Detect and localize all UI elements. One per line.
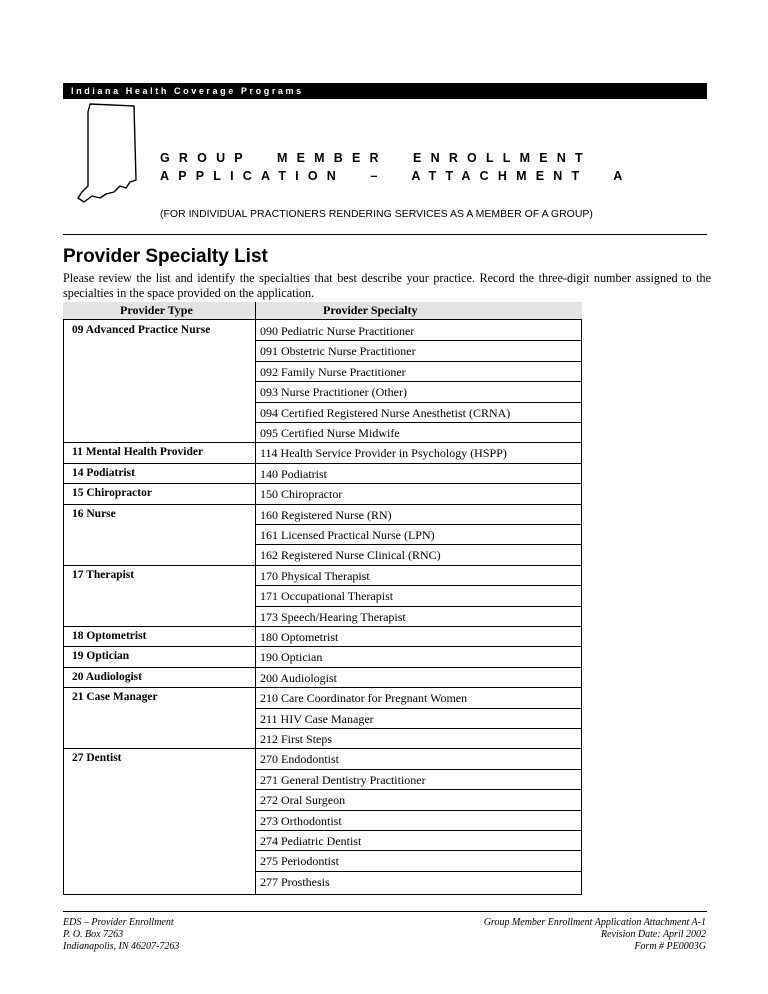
provider-specialty-item: 092 Family Nurse Practitioner: [260, 364, 406, 379]
provider-specialty-item: 160 Registered Nurse (RN): [260, 507, 392, 522]
provider-type-label: 16 Nurse: [72, 507, 116, 520]
provider-specialty-item: 200 Audiologist: [260, 670, 338, 685]
footer-address-line: Indianapolis, IN 46207-7263: [63, 941, 180, 952]
provider-specialty-item: 171 Occupational Therapist: [260, 589, 394, 604]
type-separator: [64, 687, 255, 688]
provider-type-label: 09 Advanced Practice Nurse: [72, 324, 211, 336]
type-separator: [64, 504, 255, 505]
provider-specialty-item: 190 Optician: [260, 650, 323, 665]
type-separator: [64, 483, 255, 484]
provider-specialty-item: 273 Orthodontist: [260, 813, 342, 828]
form-subtitle: (FOR INDIVIDUAL PRACTIONERS RENDERING SERVICES AS A MEMBER OF A GROUP): [160, 208, 593, 220]
provider-specialty-item: 270 Endodontist: [260, 752, 340, 767]
type-separator: [64, 565, 255, 566]
provider-type-label: 27 Dentist: [72, 752, 122, 765]
indiana-state-outline-icon: [76, 102, 148, 206]
provider-type-label: 18 Optometrist: [72, 630, 147, 642]
provider-specialty-item: 272 Oral Surgeon: [260, 793, 346, 808]
provider-type-label: 20 Audiologist: [72, 670, 142, 683]
provider-specialty-item: 277 Prosthesis: [260, 874, 330, 889]
provider-specialty-item: 094 Certified Registered Nurse Anesthetist (CRNA): [260, 405, 511, 420]
provider-specialty-item: 091 Obstetric Nurse Practitioner: [260, 344, 416, 359]
provider-specialty-item: 173 Speech/Hearing Therapist: [260, 609, 406, 624]
provider-specialty-item: 140 Podiatrist: [260, 466, 328, 481]
provider-type-label: 14 Podiatrist: [72, 466, 135, 479]
page-heading: Provider Specialty List: [63, 246, 268, 267]
provider-specialty-item: 274 Pediatric Dentist: [260, 834, 362, 848]
footer-form-number: Form # PE0003G: [634, 941, 706, 952]
provider-specialty-item: 093 Nurse Practitioner (Other): [260, 385, 407, 400]
provider-specialty-item: 211 HIV Case Manager: [260, 711, 374, 726]
provider-specialty-item: 150 Chiropractor: [260, 487, 343, 502]
footer-revision-date: Revision Date: April 2002: [600, 929, 706, 940]
type-separator: [64, 667, 255, 668]
footer-address-line: EDS – Provider Enrollment: [63, 917, 174, 928]
provider-specialty-item: 095 Certified Nurse Midwife: [260, 426, 400, 440]
type-separator: [64, 646, 255, 647]
provider-specialty-item: 114 Health Service Provider in Psychology (HSPP): [260, 446, 507, 461]
provider-specialty-item: 162 Registered Nurse Clinical (RNC): [260, 548, 441, 563]
footer-form-title: Group Member Enrollment Application Attachment A-1: [483, 917, 706, 928]
provider-specialty-item: 210 Care Coordinator for Pregnant Women: [260, 691, 468, 706]
header-divider: [63, 234, 707, 235]
form-title-line-1: GROUP MEMBER ENROLLMENT: [160, 151, 592, 165]
form-title-line-2: APPLICATION – ATTACHMENT A: [160, 169, 632, 183]
footer-address-line: P. O. Box 7263: [63, 929, 124, 940]
type-separator: [64, 463, 255, 464]
header-provider-type: Provider Type: [120, 303, 193, 317]
provider-type-label: 21 Case Manager: [72, 691, 158, 704]
provider-specialty-item: 090 Pediatric Nurse Practitioner: [260, 324, 415, 338]
provider-type-label: 11 Mental Health Provider: [72, 446, 204, 459]
type-separator: [64, 626, 255, 627]
provider-type-label: 15 Chiropractor: [72, 487, 152, 500]
provider-specialty-item: 275 Periodontist: [260, 854, 340, 869]
footer-address: [63, 917, 179, 953]
header-provider-specialty: Provider Specialty: [323, 303, 418, 317]
intro-paragraph: Please review the list and identify the specialties that best describe your practice. Record the three-digit number assigned to the specialties in the space provided on the application.: [63, 271, 711, 300]
provider-specialty-item: 271 General Dentistry Practitioner: [260, 772, 426, 787]
type-separator: [64, 748, 255, 749]
program-banner: Indiana Health Coverage Programs: [63, 83, 707, 99]
provider-specialty-item: 170 Physical Therapist: [260, 568, 370, 583]
provider-specialty-item: 180 Optometrist: [260, 630, 339, 644]
table-header: [63, 302, 582, 320]
provider-specialty-item: 161 Licensed Practical Nurse (LPN): [260, 528, 435, 542]
provider-specialty-item: 212 First Steps: [260, 732, 333, 746]
type-separator: [64, 442, 255, 443]
footer-divider: [63, 911, 707, 912]
provider-type-label: 17 Therapist: [72, 568, 135, 581]
provider-type-label: 19 Optician: [72, 650, 130, 663]
footer-form-info: [484, 917, 706, 953]
